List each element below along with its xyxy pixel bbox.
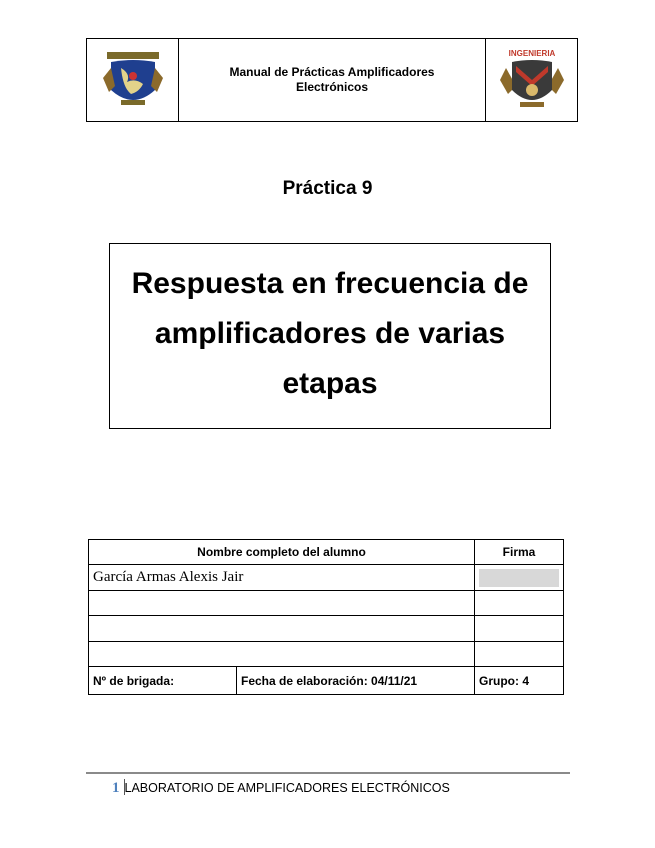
student-name <box>89 616 475 641</box>
table-row <box>89 590 564 615</box>
page-footer <box>112 776 450 797</box>
ingenieria-seal-icon <box>498 46 566 114</box>
ingenieria-seal-text: INGENIERIA <box>508 49 555 58</box>
student-name <box>89 590 475 615</box>
student-signature <box>475 641 564 666</box>
footer-rule <box>86 772 570 774</box>
col-signature-header: Firma <box>475 540 564 565</box>
student-name: García Armas Alexis Jair <box>89 565 475 590</box>
left-logo-cell <box>87 39 179 121</box>
student-signature <box>475 590 564 615</box>
unam-seal-icon <box>101 48 165 112</box>
table-footer-row <box>89 667 564 695</box>
table-row <box>89 565 564 590</box>
practice-title-box <box>109 243 551 429</box>
student-signature <box>475 616 564 641</box>
brigade-label: Nº de brigada: <box>89 667 237 695</box>
student-signature <box>475 565 564 590</box>
student-table-header <box>89 540 564 565</box>
group-label: Grupo: 4 <box>475 667 564 695</box>
practice-number: Práctica 9 <box>282 178 373 199</box>
student-table <box>88 539 564 695</box>
right-logo-cell <box>485 39 577 121</box>
practice-title: Respuesta en frecuencia de amplificadores de varias etapas <box>131 267 529 400</box>
date-label: Fecha de elaboración: 04/11/21 <box>237 667 475 695</box>
footer-text: LABORATORIO DE AMPLIFICADORES ELECTRÓNICOS <box>124 781 450 795</box>
footer-divider <box>124 779 125 795</box>
document-header <box>86 38 578 122</box>
manual-title-line1: Manual de Prácticas Amplificadores <box>229 65 435 79</box>
table-row <box>89 616 564 641</box>
col-name-header: Nombre completo del alumno <box>89 540 475 565</box>
page-number: 1 <box>112 780 120 796</box>
signature-image <box>479 569 559 587</box>
student-name <box>89 641 475 666</box>
manual-title <box>179 39 485 121</box>
table-row <box>89 641 564 666</box>
manual-title-line2: Electrónicos <box>295 80 369 94</box>
